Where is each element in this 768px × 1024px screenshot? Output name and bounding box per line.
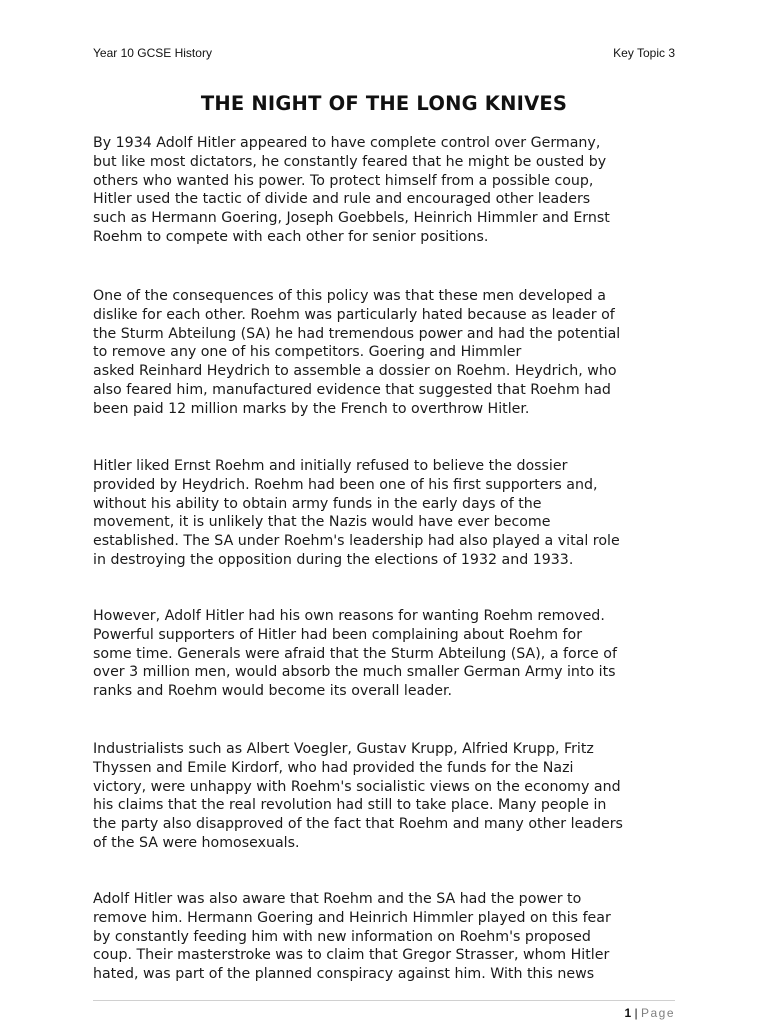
- paragraph: [93, 740, 683, 853]
- paragraph-line: the Sturm Abteilung (SA) he had tremendous power and had the potential: [93, 325, 621, 342]
- paragraph: [93, 287, 683, 419]
- page-label: Page: [640, 1006, 675, 1020]
- paragraph-line: movement, it is unlikely that the Nazis would have ever become: [93, 514, 551, 531]
- paragraph-line: provided by Heydrich. Roehm had been one of his first supporters and,: [93, 476, 598, 493]
- page-number: 1: [624, 1006, 632, 1020]
- paragraph-line: coup. Their masterstroke was to claim that Gregor Strasser, whom Hitler: [93, 947, 610, 964]
- header-topic-label: Key Topic 3: [613, 46, 675, 60]
- paragraph: [93, 607, 683, 701]
- paragraph-line: Roehm to compete with each other for senior positions.: [93, 228, 489, 245]
- paragraph-line: However, Adolf Hitler had his own reasons for wanting Roehm removed.: [93, 608, 605, 624]
- paragraph: [93, 457, 683, 570]
- paragraph-line: the party also disapproved of the fact that Roehm and many other leaders: [93, 816, 623, 833]
- paragraph-line: Powerful supporters of Hitler had been complaining about Roehm for: [93, 626, 583, 643]
- paragraph-line: ranks and Roehm would become its overall leader.: [93, 683, 453, 700]
- paragraph: [93, 134, 683, 247]
- document-title: THE NIGHT OF THE LONG KNIVES: [200, 92, 568, 115]
- paragraph: [93, 890, 683, 984]
- paragraph-line: by constantly feeding him with new information on Roehm's proposed: [93, 928, 591, 945]
- paragraph-line: remove him. Hermann Goering and Heinrich Himmler played on this fear: [93, 909, 611, 926]
- footer-divider: [93, 1000, 675, 1001]
- header-course-title: Year 10 GCSE History: [93, 46, 212, 60]
- paragraph-line: Industrialists such as Albert Voegler, Gustav Krupp, Alfried Krupp, Fritz: [93, 741, 594, 757]
- paragraph-line: been paid 12 million marks by the French to overthrow Hitler.: [93, 400, 530, 417]
- paragraph-line: Adolf Hitler was also aware that Roehm and the SA had the power to: [93, 891, 582, 907]
- paragraph-line: such as Hermann Goering, Joseph Goebbels, Heinrich Himmler and Ernst: [93, 210, 610, 227]
- paragraph-line: his claims that the real revolution had still to take place. Many people in: [93, 797, 607, 814]
- paragraph-line: dislike for each other. Roehm was particularly hated because as leader of: [93, 306, 615, 323]
- paragraph-line: in destroying the opposition during the elections of 1932 and 1933.: [93, 551, 574, 568]
- paragraph-line: hated, was part of the planned conspiracy against him. With this news: [93, 966, 595, 983]
- paragraph-line: By 1934 Adolf Hitler appeared to have complete control over Germany,: [93, 135, 601, 151]
- paragraph-line: of the SA were homosexuals.: [93, 834, 300, 851]
- paragraph-line: established. The SA under Roehm's leadership had also played a vital role: [93, 533, 620, 550]
- paragraph-line: others who wanted his power. To protect himself from a possible coup,: [93, 172, 594, 189]
- paragraph-line: One of the consequences of this policy was that these men developed a: [93, 288, 606, 304]
- paragraph-line: over 3 million men, would absorb the much smaller German Army into its: [93, 664, 616, 681]
- paragraph-line: Hitler liked Ernst Roehm and initially refused to believe the dossier: [93, 458, 568, 474]
- paragraph-line: also feared him, manufactured evidence that suggested that Roehm had: [93, 381, 611, 398]
- paragraph-line: some time. Generals were afraid that the Sturm Abteilung (SA), a force of: [93, 645, 617, 662]
- paragraph-line: Hitler used the tactic of divide and rule and encouraged other leaders: [93, 191, 591, 208]
- paragraph-line: to remove any one of his competitors. Goering and Himmler: [93, 344, 522, 361]
- paragraph-line: asked Reinhard Heydrich to assemble a dossier on Roehm. Heydrich, who: [93, 363, 617, 380]
- paragraph-line: without his ability to obtain army funds in the early days of the: [93, 495, 542, 512]
- paragraph-line: but like most dictators, he constantly feared that he might be ousted by: [93, 153, 607, 170]
- footer-separator: |: [634, 1006, 638, 1020]
- paragraph-line: Thyssen and Emile Kirdorf, who had provided the funds for the Nazi: [93, 759, 574, 776]
- paragraph-line: victory, were unhappy with Roehm's socialistic views on the economy and: [93, 778, 621, 795]
- page-footer: [624, 1006, 675, 1020]
